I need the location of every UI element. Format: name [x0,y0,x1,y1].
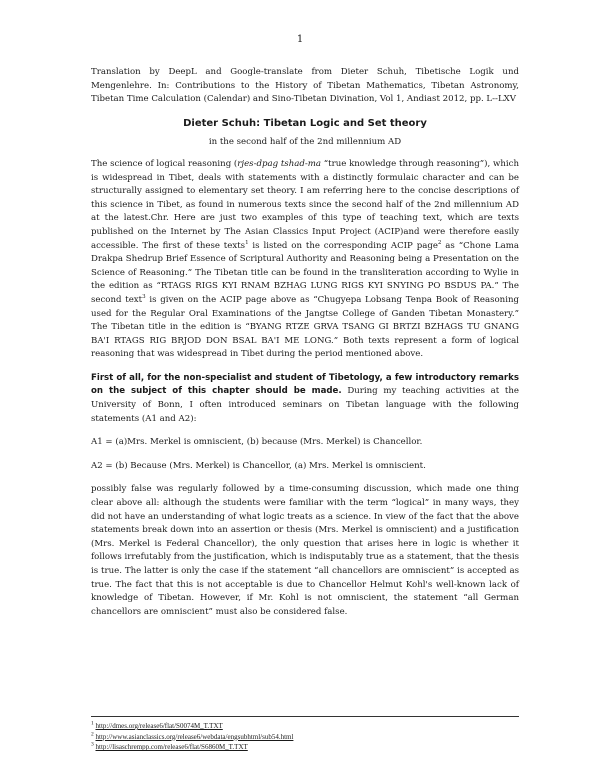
intro-paragraph [91,158,519,362]
document-subtitle: in the second half of the 2nd millennium AD [208,137,402,148]
statement-a2: A2 = (b) Because (Mrs. Merkel) is Chancellor, (a) Mrs. Merkel is omniscient. [91,460,426,471]
footnote-link-2[interactable]: http://www.asianclassics.org/release6/webdata/engsubhtml/sub54.html [95,732,294,741]
intro-text-c: is listed on the corresponding ACIP page [248,240,438,251]
footnote-number: 1 [91,720,94,727]
footnote-link-1[interactable]: http://dmes.org/release6/flat/S0074M_T.TXT [95,722,223,730]
footnote-ref-1[interactable]: 1 [245,239,249,246]
discussion-paragraph: possibly false was regularly followed by a time-consuming discussion, which made one thing clear above all: although the students were familiar with the term “logical” in many ways, they did not have an understanding of what logic treats as a science. In view of the fact that the above statements break down into an assertion or thesis (Mrs. Merkel is omniscient) and a justification (Mrs. Merkel is Federal Chancellor), the only question that arises here in logic is whether it follows irrefutably from the justification, which is indisputably true as a statement, that the thesis is true. The latter is only the case if the statement “all chancellors are omniscient” is accepted as true. The fact that this is not acceptable is due to Chancellor Helmut Kohl's well-known lack of knowledge of Tibetan. However, if Mr. Kohl is not omniscient, the statement “all German chancellors are omniscient” must also be considered false. [91,484,519,617]
intro-text-b: “true knowledge through reasoning”), which is widespread in Tibet, deals with statements with a distinctly formulaic character and can be structurally assigned to elementary set theory. I am referring here to the concise descriptions of this science in Tibet, as found in numerous texts since the second half of the 2nd millennium AD at the latest.Chr. Here are just two examples of this type of teaching text, which are texts published on the Internet by The Asian Classics Input Project (ACIP)and were therefore easily accessible. The first of these texts [91,158,519,251]
footnote-2 [91,732,519,743]
remarks-text: During my teaching activities at the University of Bonn, I often introduced seminars on Tibetan language with the following statements (A1 and A2): [91,386,519,424]
document-title: Dieter Schuh: Tibetan Logic and Set theory [183,117,427,129]
footnote-ref-2[interactable]: 2 [437,239,442,246]
translation-note: Translation by DeepL and Google-translate from Dieter Schuh, Tibetische Logik und Mengenlehre. In: Contributions to the History of Tibetan Mathematics, Tibetan Astronomy, Tibetan Time Calculation (Calendar) and Sino-Tibetan Divination, Vol 1, Andiast 2012, pp. L--LXV [91,67,519,105]
document-body [91,66,519,629]
intro-text-d: as “Chone Lama Drakpa Shedrup Brief Essence of Scriptural Authority and Reasoning being a Presentation on the Science of Reasoning.” The Tibetan title can be found in the transliteration according to Wylie in the edition as “RTAGS RIGS KYI RNAM BZHAG LUNG RIGS KYI SNYING PO BSDUS PA.” The second text [91,240,519,305]
intro-text-a: The science of logical reasoning ( [91,158,238,169]
tibetan-term: rjes-dpag tshad-ma [237,158,322,169]
intro-text-e: is given on the ACIP page above as “Chugyepa Lobsang Tenpa Book of Reasoning used for the Regular Oral Examinations of the Jangtse College of Ganden Tibetan Monastery.” The Tibetan title in the edition is “BYANG RTZE GRVA TSANG GI BRTZI BZHAGS TU GNANG BA'I RTAGS RIG BRJOD DON BSAL BA'I ME LONG.” Both texts represent a form of logical reasoning that was widespread in Tibet during the period mentioned above. [91,294,520,360]
statement-a1: A1 = (a)Mrs. Merkel is omniscient, (b) because (Mrs. Merkel) is Chancellor. [91,437,423,448]
footnote-number: 2 [91,731,94,738]
page-number: 1 [296,34,304,45]
footnote-ref-3[interactable]: 3 [142,294,146,301]
footnote-1 [91,721,519,732]
footnote-3 [91,742,519,753]
footnote-link-3[interactable]: http://lisaschrempp.com/release6/flat/S6860M_T.TXT [95,743,248,751]
footnote-number: 3 [91,741,94,748]
remarks-lead: First of all, for the non-specialist and student of Tibetology, a few introductory remarks on the subject of this chapter should be made. [91,372,519,397]
footnotes [91,716,519,753]
remarks-paragraph [91,372,519,426]
